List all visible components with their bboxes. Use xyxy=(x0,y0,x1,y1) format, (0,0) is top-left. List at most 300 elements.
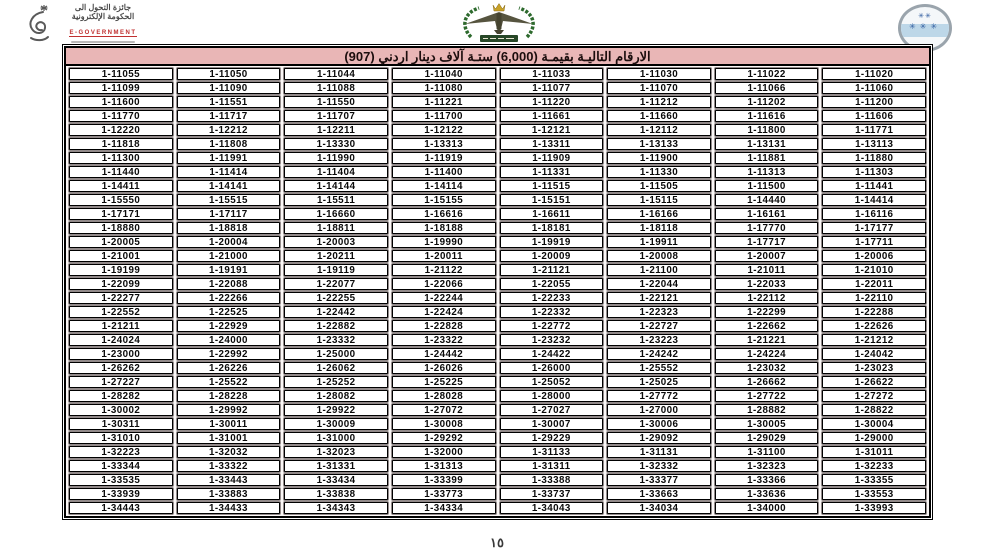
number-cell: 1-29229 xyxy=(500,432,604,444)
table-row xyxy=(66,221,929,235)
number-cell: 1-14144 xyxy=(284,180,388,192)
number-cell: 1-24442 xyxy=(392,348,496,360)
number-cell: 1-16611 xyxy=(500,208,604,220)
table-row xyxy=(66,137,929,151)
number-cell: 1-11212 xyxy=(607,96,711,108)
number-cell: 1-11881 xyxy=(715,152,819,164)
table-row xyxy=(66,249,929,263)
number-cell: 1-31331 xyxy=(284,460,388,472)
number-cell: 1-31010 xyxy=(69,432,173,444)
number-cell: 1-32323 xyxy=(715,460,819,472)
number-cell: 1-11070 xyxy=(607,82,711,94)
number-cell: 1-31000 xyxy=(284,432,388,444)
number-cell: 1-15550 xyxy=(69,194,173,206)
number-cell: 1-25000 xyxy=(284,348,388,360)
number-cell: 1-23322 xyxy=(392,334,496,346)
egov-award-line2: الحكومة الإلكترونية xyxy=(71,12,135,21)
number-cell: 1-17770 xyxy=(715,222,819,234)
number-cell: 1-30006 xyxy=(607,418,711,430)
number-cell: 1-15151 xyxy=(500,194,604,206)
number-cell: 1-25522 xyxy=(177,376,281,388)
number-cell: 1-18880 xyxy=(69,222,173,234)
number-cell: 1-30004 xyxy=(822,418,926,430)
number-cell: 1-27272 xyxy=(822,390,926,402)
number-cell: 1-28228 xyxy=(177,390,281,402)
number-cell: 1-17717 xyxy=(715,236,819,248)
number-cell: 1-34343 xyxy=(284,502,388,514)
number-cell: 1-11055 xyxy=(69,68,173,80)
egov-swirl-icon xyxy=(22,3,52,43)
number-cell: 1-34043 xyxy=(500,502,604,514)
table-title: الارقام التاليـة بقيمـة (6,000) ستـة آلاف دينار اردني (907) xyxy=(66,48,929,66)
table-row xyxy=(66,417,929,431)
number-cell: 1-15155 xyxy=(392,194,496,206)
number-cell: 1-11441 xyxy=(822,180,926,192)
number-cell: 1-21221 xyxy=(715,334,819,346)
number-cell: 1-11770 xyxy=(69,110,173,122)
table-row xyxy=(66,459,929,473)
ministry-seal-icon: ✳✳ ✳✳✳ xyxy=(898,4,954,56)
egov-award-line1: جائزة التحول الى xyxy=(74,3,132,12)
number-cell: 1-22442 xyxy=(284,306,388,318)
number-cell: 1-28282 xyxy=(69,390,173,402)
number-cell: 1-23032 xyxy=(715,362,819,374)
number-cell: 1-23332 xyxy=(284,334,388,346)
number-cell: 1-22772 xyxy=(500,320,604,332)
number-cell: 1-20004 xyxy=(177,236,281,248)
number-cell: 1-28082 xyxy=(284,390,388,402)
number-cell: 1-19911 xyxy=(607,236,711,248)
number-cell: 1-22244 xyxy=(392,292,496,304)
number-cell: 1-30002 xyxy=(69,404,173,416)
number-cell: 1-30311 xyxy=(69,418,173,430)
number-cell: 1-11660 xyxy=(607,110,711,122)
number-cell: 1-11080 xyxy=(392,82,496,94)
number-cell: 1-29992 xyxy=(177,404,281,416)
number-cell: 1-24422 xyxy=(500,348,604,360)
number-cell: 1-27772 xyxy=(607,390,711,402)
number-cell: 1-22323 xyxy=(607,306,711,318)
table-row xyxy=(66,81,929,95)
number-cell: 1-21100 xyxy=(607,264,711,276)
armed-forces-eagle-emblem-icon xyxy=(451,1,547,43)
number-cell: 1-24242 xyxy=(607,348,711,360)
table-row xyxy=(66,431,929,445)
number-cell: 1-33366 xyxy=(715,474,819,486)
number-cell: 1-22552 xyxy=(69,306,173,318)
number-cell: 1-11033 xyxy=(500,68,604,80)
number-cell: 1-19119 xyxy=(284,264,388,276)
number-cell: 1-11066 xyxy=(715,82,819,94)
number-cell: 1-26000 xyxy=(500,362,604,374)
number-cell: 1-22882 xyxy=(284,320,388,332)
number-cell: 1-12220 xyxy=(69,124,173,136)
table-row xyxy=(66,473,929,487)
number-cell: 1-28000 xyxy=(500,390,604,402)
number-cell: 1-20011 xyxy=(392,250,496,262)
number-cell: 1-11505 xyxy=(607,180,711,192)
number-cell: 1-11020 xyxy=(822,68,926,80)
table-row xyxy=(66,291,929,305)
number-cell: 1-34034 xyxy=(607,502,711,514)
number-cell: 1-22066 xyxy=(392,278,496,290)
number-cell: 1-13311 xyxy=(500,138,604,150)
table-row xyxy=(66,109,929,123)
number-cell: 1-31133 xyxy=(500,446,604,458)
number-cell: 1-34443 xyxy=(69,502,173,514)
number-cell: 1-33636 xyxy=(715,488,819,500)
number-cell: 1-30009 xyxy=(284,418,388,430)
number-cell: 1-30005 xyxy=(715,418,819,430)
table-row xyxy=(66,445,929,459)
number-cell: 1-21000 xyxy=(177,250,281,262)
number-cell: 1-21122 xyxy=(392,264,496,276)
number-cell: 1-11202 xyxy=(715,96,819,108)
number-cell: 1-33434 xyxy=(284,474,388,486)
number-cell: 1-15511 xyxy=(284,194,388,206)
number-cell: 1-22055 xyxy=(500,278,604,290)
number-cell: 1-33388 xyxy=(500,474,604,486)
number-cell: 1-17117 xyxy=(177,208,281,220)
prize-numbers-table xyxy=(62,44,933,520)
number-cell: 1-11661 xyxy=(500,110,604,122)
number-cell: 1-11880 xyxy=(822,152,926,164)
egov-award-logo xyxy=(22,3,149,47)
number-cell: 1-17177 xyxy=(822,222,926,234)
number-cell: 1-22233 xyxy=(500,292,604,304)
number-cell: 1-11500 xyxy=(715,180,819,192)
page-number: ١٥ xyxy=(490,535,504,550)
number-cell: 1-19191 xyxy=(177,264,281,276)
number-cell: 1-27227 xyxy=(69,376,173,388)
number-cell: 1-12211 xyxy=(284,124,388,136)
number-cell: 1-29000 xyxy=(822,432,926,444)
table-row xyxy=(66,361,929,375)
number-cell: 1-22626 xyxy=(822,320,926,332)
number-cell: 1-13113 xyxy=(822,138,926,150)
number-cell: 1-21001 xyxy=(69,250,173,262)
number-cell: 1-19919 xyxy=(500,236,604,248)
number-cell: 1-22828 xyxy=(392,320,496,332)
number-cell: 1-22332 xyxy=(500,306,604,318)
number-cell: 1-32233 xyxy=(822,460,926,472)
number-cell: 1-16660 xyxy=(284,208,388,220)
table-row xyxy=(66,347,929,361)
number-cell: 1-25052 xyxy=(500,376,604,388)
number-cell: 1-11331 xyxy=(500,166,604,178)
number-cell: 1-11030 xyxy=(607,68,711,80)
number-cell: 1-31001 xyxy=(177,432,281,444)
number-cell: 1-27027 xyxy=(500,404,604,416)
table-row xyxy=(66,333,929,347)
number-cell: 1-33344 xyxy=(69,460,173,472)
number-cell: 1-28882 xyxy=(715,404,819,416)
number-cell: 1-11991 xyxy=(177,152,281,164)
number-cell: 1-22099 xyxy=(69,278,173,290)
number-cell: 1-29922 xyxy=(284,404,388,416)
table-row xyxy=(66,263,929,277)
number-cell: 1-12212 xyxy=(177,124,281,136)
number-cell: 1-20007 xyxy=(715,250,819,262)
number-cell: 1-27722 xyxy=(715,390,819,402)
number-cell: 1-26262 xyxy=(69,362,173,374)
number-cell: 1-14411 xyxy=(69,180,173,192)
number-cell: 1-11303 xyxy=(822,166,926,178)
number-cell: 1-22424 xyxy=(392,306,496,318)
number-cell: 1-29029 xyxy=(715,432,819,444)
number-cell: 1-11221 xyxy=(392,96,496,108)
number-cell: 1-25025 xyxy=(607,376,711,388)
number-cell: 1-13133 xyxy=(607,138,711,150)
number-cell: 1-22088 xyxy=(177,278,281,290)
number-cell: 1-28822 xyxy=(822,404,926,416)
number-cell: 1-11313 xyxy=(715,166,819,178)
number-cell: 1-22277 xyxy=(69,292,173,304)
number-cell: 1-11300 xyxy=(69,152,173,164)
number-cell: 1-30008 xyxy=(392,418,496,430)
number-cell: 1-11220 xyxy=(500,96,604,108)
number-cell: 1-32332 xyxy=(607,460,711,472)
table-row xyxy=(66,151,929,165)
number-cell: 1-22121 xyxy=(607,292,711,304)
number-cell: 1-11440 xyxy=(69,166,173,178)
number-cell: 1-22299 xyxy=(715,306,819,318)
number-cell: 1-22255 xyxy=(284,292,388,304)
number-cell: 1-12122 xyxy=(392,124,496,136)
number-cell: 1-11818 xyxy=(69,138,173,150)
number-cell: 1-11771 xyxy=(822,124,926,136)
number-cell: 1-15115 xyxy=(607,194,711,206)
number-cell: 1-16616 xyxy=(392,208,496,220)
number-cell: 1-14414 xyxy=(822,194,926,206)
number-cell: 1-16166 xyxy=(607,208,711,220)
number-cell: 1-22288 xyxy=(822,306,926,318)
number-cell: 1-25252 xyxy=(284,376,388,388)
number-cell: 1-11414 xyxy=(177,166,281,178)
number-cell: 1-20008 xyxy=(607,250,711,262)
number-cell: 1-13330 xyxy=(284,138,388,150)
number-cell: 1-22110 xyxy=(822,292,926,304)
number-cell: 1-11717 xyxy=(177,110,281,122)
number-cell: 1-12112 xyxy=(607,124,711,136)
number-cell: 1-26062 xyxy=(284,362,388,374)
number-cell: 1-32223 xyxy=(69,446,173,458)
number-cell: 1-30007 xyxy=(500,418,604,430)
number-cell: 1-33535 xyxy=(69,474,173,486)
number-cell: 1-33773 xyxy=(392,488,496,500)
number-cell: 1-20005 xyxy=(69,236,173,248)
number-cell: 1-11800 xyxy=(715,124,819,136)
number-cell: 1-11400 xyxy=(392,166,496,178)
table-row xyxy=(66,319,929,333)
number-cell: 1-17711 xyxy=(822,236,926,248)
page-header xyxy=(0,0,994,44)
number-cell: 1-21010 xyxy=(822,264,926,276)
number-cell: 1-18118 xyxy=(607,222,711,234)
number-cell: 1-22662 xyxy=(715,320,819,332)
egov-fineprint-line xyxy=(71,41,135,43)
number-cell: 1-22266 xyxy=(177,292,281,304)
number-cell: 1-11090 xyxy=(177,82,281,94)
number-cell: 1-13131 xyxy=(715,138,819,150)
number-cell: 1-16116 xyxy=(822,208,926,220)
number-cell: 1-33737 xyxy=(500,488,604,500)
number-cell: 1-22112 xyxy=(715,292,819,304)
number-cell: 1-11044 xyxy=(284,68,388,80)
number-cell: 1-25225 xyxy=(392,376,496,388)
number-cell: 1-11200 xyxy=(822,96,926,108)
number-cell: 1-14114 xyxy=(392,180,496,192)
number-cell: 1-31311 xyxy=(500,460,604,472)
table-row xyxy=(66,95,929,109)
table-row xyxy=(66,501,929,515)
number-cell: 1-11808 xyxy=(177,138,281,150)
number-cell: 1-26026 xyxy=(392,362,496,374)
number-cell: 1-20211 xyxy=(284,250,388,262)
number-cell: 1-34334 xyxy=(392,502,496,514)
egov-award-text xyxy=(57,3,149,47)
number-cell: 1-23232 xyxy=(500,334,604,346)
number-cell: 1-25552 xyxy=(607,362,711,374)
number-cell: 1-33553 xyxy=(822,488,926,500)
table-row xyxy=(66,123,929,137)
number-cell: 1-11040 xyxy=(392,68,496,80)
number-cell: 1-11919 xyxy=(392,152,496,164)
number-cell: 1-26622 xyxy=(822,376,926,388)
number-cell: 1-22727 xyxy=(607,320,711,332)
number-cell: 1-34433 xyxy=(177,502,281,514)
number-cell: 1-22044 xyxy=(607,278,711,290)
number-cell: 1-33377 xyxy=(607,474,711,486)
number-cell: 1-11700 xyxy=(392,110,496,122)
number-cell: 1-22929 xyxy=(177,320,281,332)
number-cell: 1-23000 xyxy=(69,348,173,360)
number-cell: 1-11330 xyxy=(607,166,711,178)
number-cell: 1-11550 xyxy=(284,96,388,108)
number-cell: 1-22525 xyxy=(177,306,281,318)
number-cell: 1-26226 xyxy=(177,362,281,374)
number-cell: 1-11900 xyxy=(607,152,711,164)
number-cell: 1-24000 xyxy=(177,334,281,346)
number-cell: 1-21212 xyxy=(822,334,926,346)
number-cell: 1-11099 xyxy=(69,82,173,94)
number-cell: 1-22011 xyxy=(822,278,926,290)
number-cell: 1-20006 xyxy=(822,250,926,262)
number-cell: 1-11060 xyxy=(822,82,926,94)
number-cell: 1-18188 xyxy=(392,222,496,234)
number-cell: 1-33399 xyxy=(392,474,496,486)
number-cell: 1-32023 xyxy=(284,446,388,458)
number-cell: 1-21121 xyxy=(500,264,604,276)
table-row xyxy=(66,67,929,81)
number-cell: 1-20009 xyxy=(500,250,604,262)
number-cell: 1-33663 xyxy=(607,488,711,500)
table-row xyxy=(66,165,929,179)
number-cell: 1-29092 xyxy=(607,432,711,444)
number-cell: 1-11551 xyxy=(177,96,281,108)
number-cell: 1-21211 xyxy=(69,320,173,332)
number-cell: 1-27000 xyxy=(607,404,711,416)
number-cell: 1-31011 xyxy=(822,446,926,458)
number-cell: 1-33355 xyxy=(822,474,926,486)
number-cell: 1-12121 xyxy=(500,124,604,136)
number-cell: 1-27072 xyxy=(392,404,496,416)
table-row xyxy=(66,235,929,249)
number-cell: 1-33838 xyxy=(284,488,388,500)
number-cell: 1-11515 xyxy=(500,180,604,192)
number-cell: 1-14141 xyxy=(177,180,281,192)
number-cell: 1-24042 xyxy=(822,348,926,360)
number-cell: 1-28028 xyxy=(392,390,496,402)
number-cell: 1-31100 xyxy=(715,446,819,458)
number-cell: 1-34000 xyxy=(715,502,819,514)
number-cell: 1-33939 xyxy=(69,488,173,500)
number-cell: 1-22033 xyxy=(715,278,819,290)
number-cell: 1-18181 xyxy=(500,222,604,234)
table-row xyxy=(66,179,929,193)
number-cell: 1-22077 xyxy=(284,278,388,290)
table-row xyxy=(66,305,929,319)
number-cell: 1-21011 xyxy=(715,264,819,276)
number-cell: 1-11707 xyxy=(284,110,388,122)
number-cell: 1-33322 xyxy=(177,460,281,472)
number-cell: 1-32000 xyxy=(392,446,496,458)
number-cell: 1-24024 xyxy=(69,334,173,346)
number-cell: 1-32032 xyxy=(177,446,281,458)
table-row xyxy=(66,193,929,207)
number-cell: 1-11616 xyxy=(715,110,819,122)
number-cell: 1-23023 xyxy=(822,362,926,374)
number-cell: 1-11077 xyxy=(500,82,604,94)
number-cell: 1-18818 xyxy=(177,222,281,234)
number-cell: 1-31131 xyxy=(607,446,711,458)
number-cell: 1-33883 xyxy=(177,488,281,500)
number-cell: 1-26662 xyxy=(715,376,819,388)
number-cell: 1-11600 xyxy=(69,96,173,108)
number-cell: 1-17171 xyxy=(69,208,173,220)
number-cell: 1-11606 xyxy=(822,110,926,122)
number-cell: 1-11088 xyxy=(284,82,388,94)
number-cell: 1-11050 xyxy=(177,68,281,80)
number-cell: 1-20003 xyxy=(284,236,388,248)
number-cell: 1-15515 xyxy=(177,194,281,206)
table-row xyxy=(66,375,929,389)
table-row xyxy=(66,277,929,291)
number-cell: 1-19199 xyxy=(69,264,173,276)
number-cell: 1-14440 xyxy=(715,194,819,206)
number-cell: 1-18811 xyxy=(284,222,388,234)
number-cell: 1-33993 xyxy=(822,502,926,514)
number-cell: 1-23223 xyxy=(607,334,711,346)
table-row xyxy=(66,207,929,221)
number-cell: 1-11909 xyxy=(500,152,604,164)
egov-award-line3: E-GOVERNMENT xyxy=(69,30,137,36)
number-cell: 1-30011 xyxy=(177,418,281,430)
table-row xyxy=(66,487,929,501)
number-cell: 1-11022 xyxy=(715,68,819,80)
table-row xyxy=(66,389,929,403)
number-cell: 1-31313 xyxy=(392,460,496,472)
table-row xyxy=(66,403,929,417)
table-rows xyxy=(66,66,929,516)
number-cell: 1-22992 xyxy=(177,348,281,360)
number-cell: 1-19990 xyxy=(392,236,496,248)
number-cell: 1-11404 xyxy=(284,166,388,178)
number-cell: 1-33443 xyxy=(177,474,281,486)
number-cell: 1-13313 xyxy=(392,138,496,150)
number-cell: 1-24224 xyxy=(715,348,819,360)
number-cell: 1-11990 xyxy=(284,152,388,164)
